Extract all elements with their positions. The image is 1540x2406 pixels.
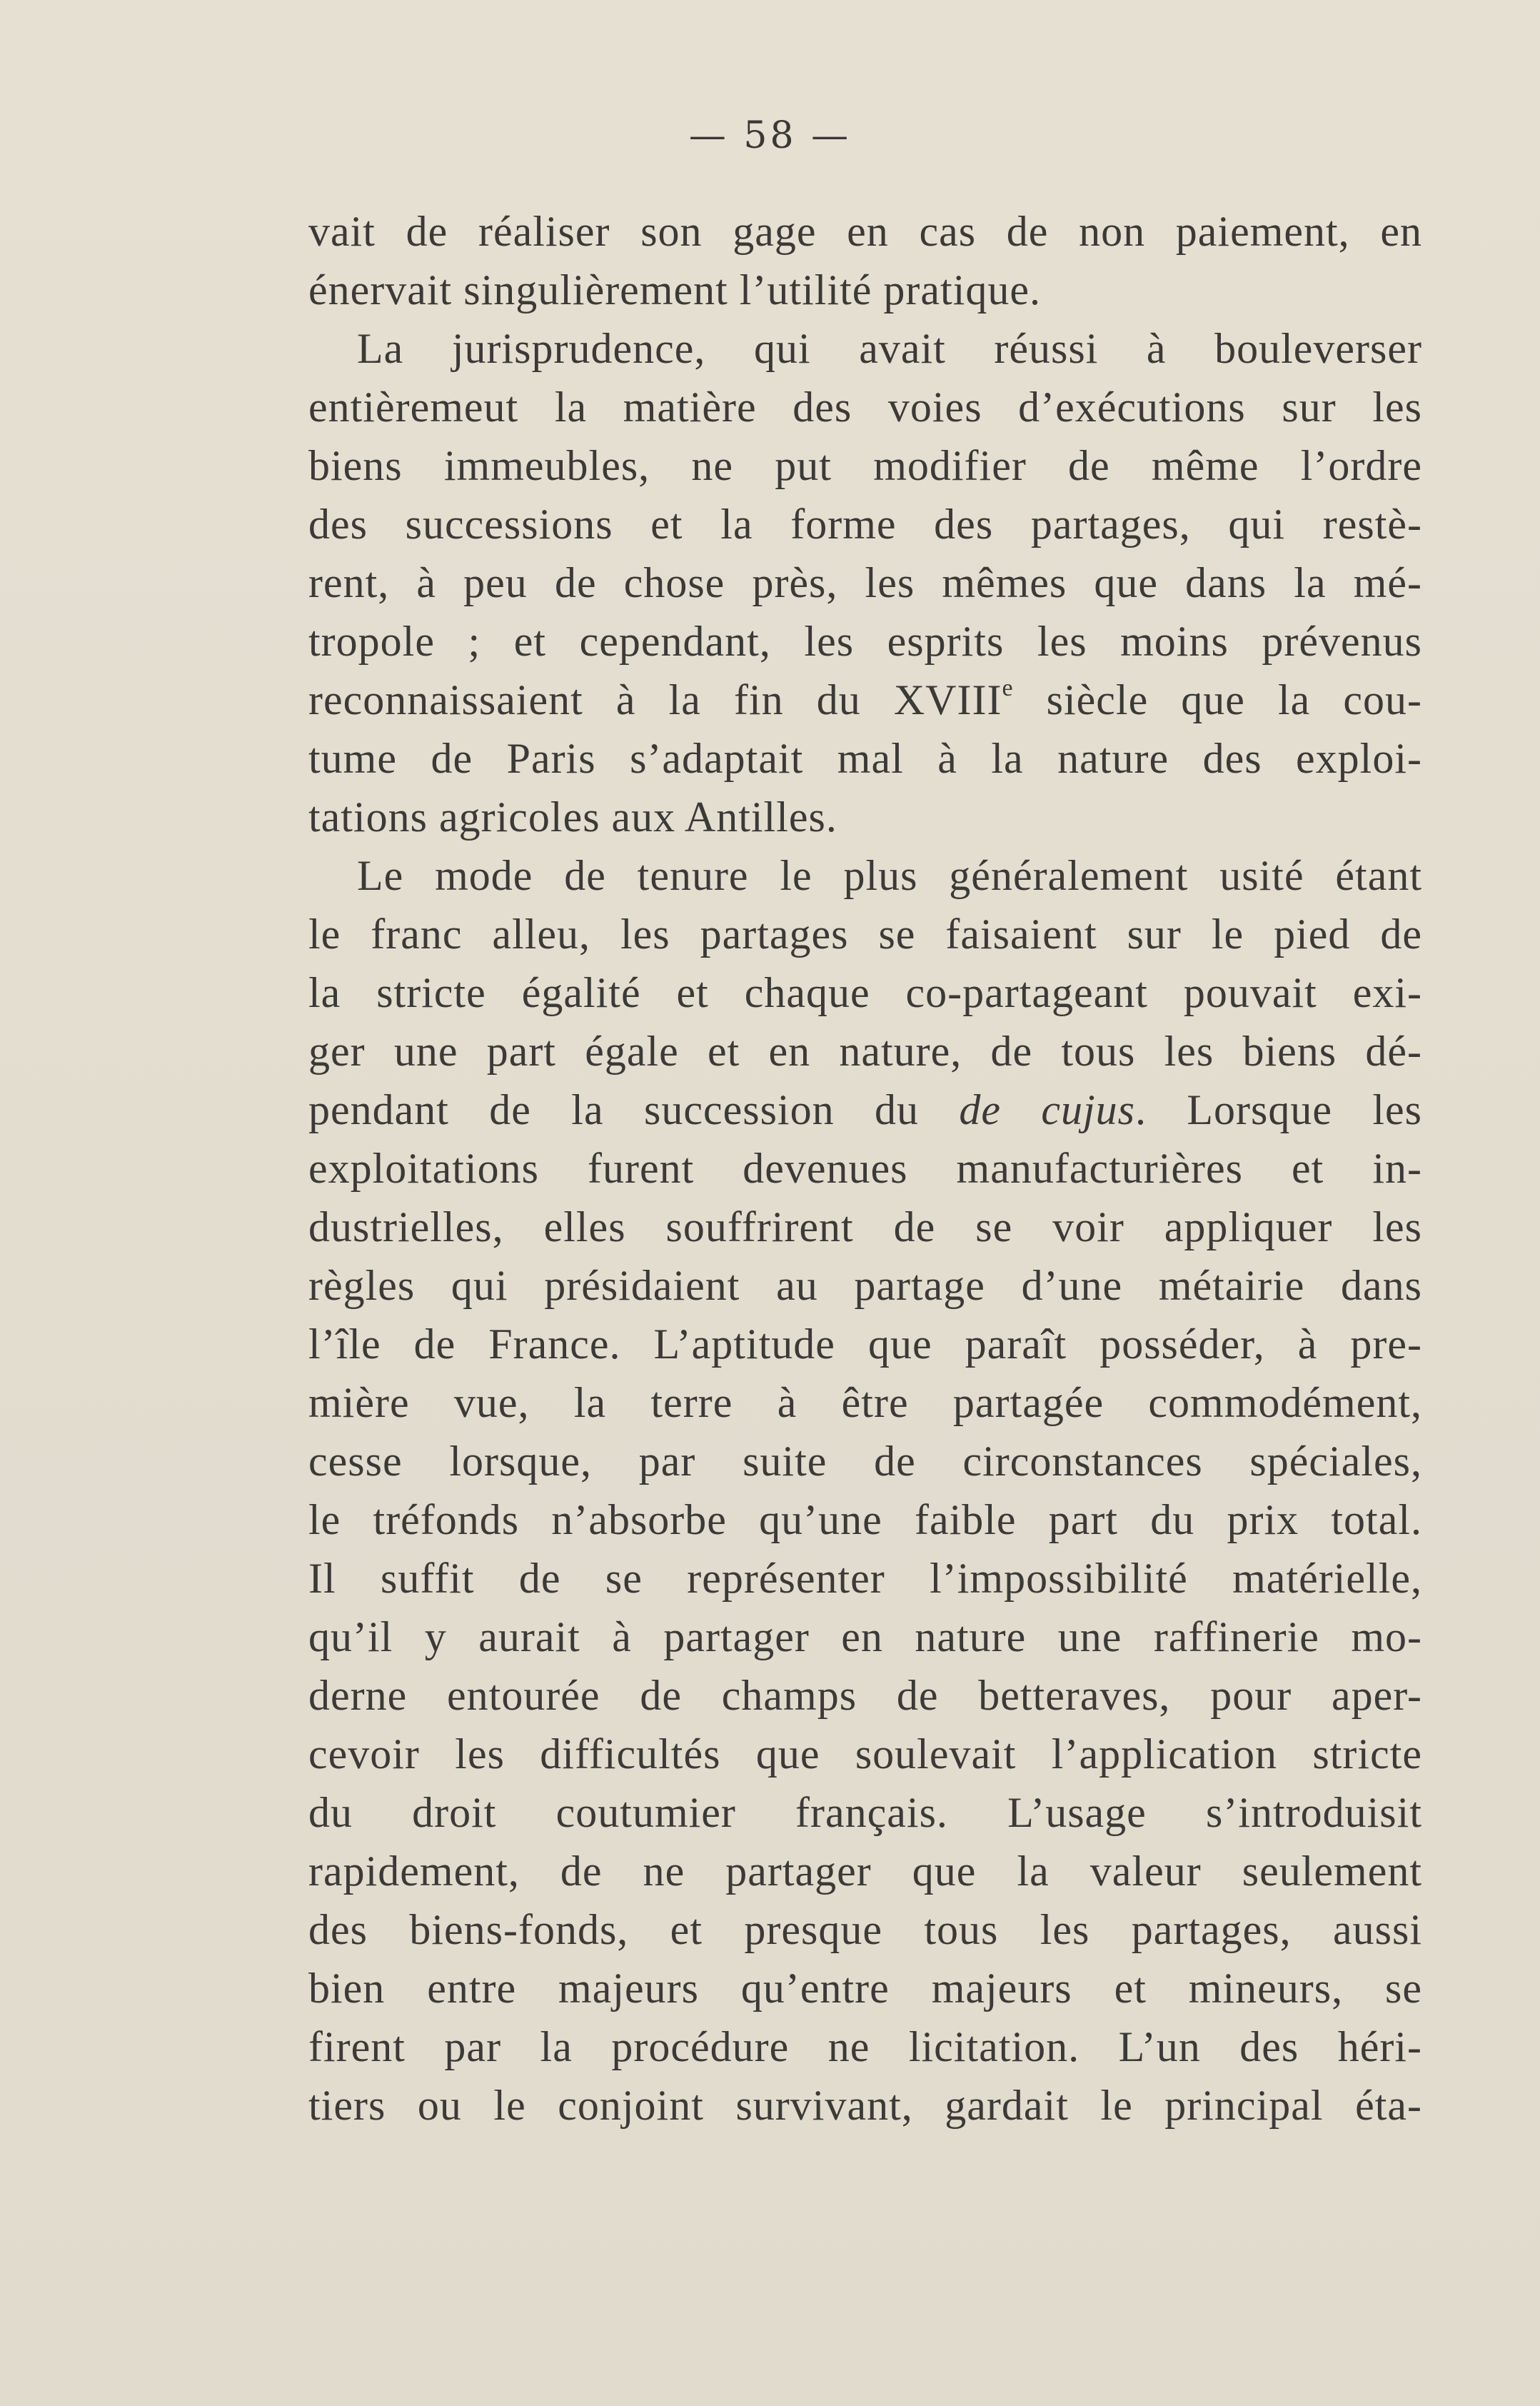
superscript: e	[1002, 675, 1014, 701]
text-line: bien entre majeurs qu’entre majeurs et mineurs, se	[308, 1965, 1422, 2012]
text-line: tiers ou le conjoint survivant, gardait le principal éta-	[308, 2082, 1422, 2129]
text-line: firent par la procédure ne licitation. L’un des héri-	[308, 2023, 1422, 2070]
text-line-with-superscript	[308, 671, 1422, 729]
text-line: vait de réaliser son gage en cas de non paiement, en	[308, 208, 1422, 255]
text-line: rapidement, de ne partager que la valeur seulement	[308, 1848, 1422, 1895]
text-line: l’île de France. L’aptitude que paraît posséder, à pre-	[308, 1320, 1422, 1368]
text-line: qu’il y aurait à partager en nature une raffinerie mo-	[308, 1613, 1422, 1660]
paragraph-start-line: Le mode de tenure le plus généralement usité étant	[357, 852, 1422, 899]
text-line: biens immeubles, ne put modifier de même l’ordre	[308, 442, 1422, 489]
italic-term: de cujus	[959, 1086, 1135, 1133]
text-line: tations agricoles aux Antilles.	[308, 793, 837, 841]
text-line: dustrielles, elles souffrirent de se voir appliquer les	[308, 1203, 1422, 1250]
text-line: énervait singulièrement l’utilité pratique.	[308, 266, 1041, 314]
text-line: des successions et la forme des partages, qui restè-	[308, 501, 1422, 548]
page-number: — 58 —	[688, 114, 852, 157]
body-text	[308, 202, 1422, 2135]
paragraph-start-line: La jurisprudence, qui avait réussi à bouleverser	[357, 325, 1422, 372]
text-line: Il suffit de se représenter l’impossibilité matérielle,	[308, 1555, 1422, 1602]
text-line: le franc alleu, les partages se faisaient sur le pied de	[308, 911, 1422, 958]
text-line: ger une part égale et en nature, de tous les biens dé-	[308, 1028, 1422, 1075]
text-segment: pendant de la succession du	[308, 1086, 960, 1133]
text-line: cesse lorsque, par suite de circonstances spéciales,	[308, 1438, 1422, 1485]
text-line: des biens-fonds, et presque tous les partages, aussi	[308, 1906, 1422, 1953]
text-line-with-italic	[308, 1081, 1422, 1139]
text-line: derne entourée de champs de betteraves, pour aper-	[308, 1672, 1422, 1719]
text-line: cevoir les difficultés que soulevait l’application stricte	[308, 1730, 1422, 1778]
text-line: tropole ; et cependant, les esprits les moins prévenus	[308, 618, 1422, 665]
text-segment: siècle que la cou-	[1013, 676, 1423, 723]
text-line: mière vue, la terre à être partagée commodément,	[308, 1379, 1422, 1426]
text-line: règles qui présidaient au partage d’une métairie dans	[308, 1262, 1422, 1309]
text-line: rent, à peu de chose près, les mêmes que dans la mé-	[308, 559, 1422, 606]
text-line: la stricte égalité et chaque co-partageant pouvait exi-	[308, 969, 1422, 1016]
text-segment: . Lorsque les	[1135, 1086, 1423, 1133]
text-line: tume de Paris s’adaptait mal à la nature des exploi-	[308, 735, 1422, 782]
text-line: le tréfonds n’absorbe qu’une faible part du prix total.	[308, 1496, 1422, 1543]
text-line: du droit coutumier français. L’usage s’introduisit	[308, 1789, 1422, 1836]
text-segment: reconnaissaient à la fin du XVIII	[308, 676, 1002, 723]
text-line: exploitations furent devenues manufacturières et in-	[308, 1145, 1422, 1192]
text-line: entièremeut la matière des voies d’exécutions sur les	[308, 384, 1422, 431]
